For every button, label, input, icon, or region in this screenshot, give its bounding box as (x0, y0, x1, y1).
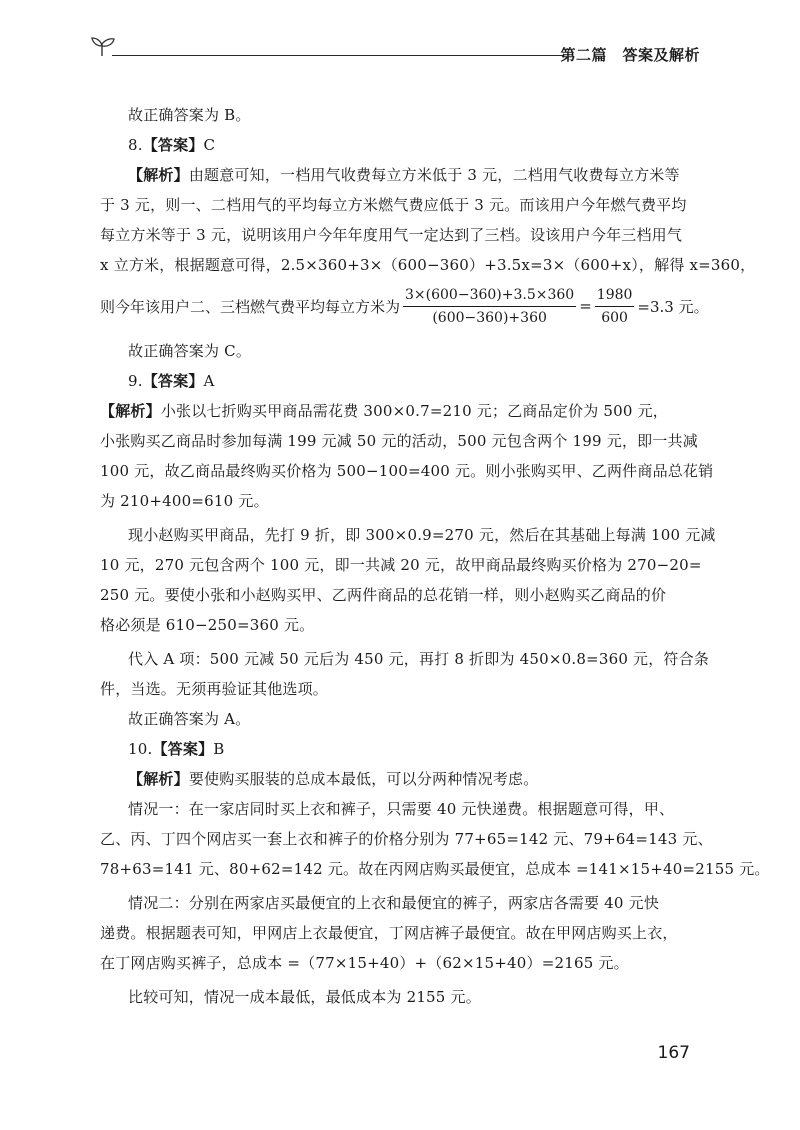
q10-case1-line-2: 乙、丙、丁四个网店买一套上衣和裤子的价格分别为 77+65=142 元、79+64=143 元、 (100, 830, 713, 848)
answer-tag: 【答案】 (142, 372, 204, 390)
q9-answer: A (203, 372, 215, 390)
q9-analysis-text: 小张以七折购买甲商品需花费 300×0.7=210 元；乙商品定价为 500 元， (160, 402, 668, 420)
q10-analysis-line (100, 764, 690, 794)
formula-prefix: 则今年该用户二、三档燃气费平均每立方米为 (100, 297, 401, 316)
q8-analysis-line-4: x 立方米，根据题意可得，2.5×360+3×（600−360）+3.5x=3×（600+x），解得 x=360， (100, 256, 756, 274)
fraction-1-denominator: (600−360)+360 (432, 309, 547, 326)
q9-answer-line (100, 366, 690, 396)
analysis-tag: 【解析】 (100, 402, 161, 420)
fraction-2-denominator: 600 (601, 309, 628, 326)
q10-answer: B (213, 740, 225, 758)
q8-analysis-line-2: 于 3 元，则一、二档用气的平均每立方米燃气费应低于 3 元。而该用户今年燃气费平均 (100, 196, 687, 214)
q8-answer-line (100, 130, 690, 160)
fraction-1 (403, 286, 576, 327)
q9-analysis-line-1 (100, 396, 690, 426)
q9-para2-line-3: 250 元。要使小张和小赵购买甲、乙两件商品的总花销一样，则小赵购买乙商品的价 (100, 586, 667, 604)
q10-number: 10. (128, 740, 153, 758)
q8-answer: C (203, 136, 216, 154)
q8-analysis-line-3: 每立方米等于 3 元，说明该用户今年年度用气一定达到了三档。设该用户今年三档用气 (100, 226, 683, 244)
q9-analysis-line-2: 小张购买乙商品时参加每满 199 元减 50 元的活动，500 元包含两个 199 元，即一共减 (100, 432, 698, 450)
q9-analysis-line-4: 为 210+400=610 元。 (100, 492, 269, 510)
q9-para3-line-1: 代入 A 项：500 元减 50 元后为 450 元，再打 8 折即为 450×0.8=360 元，符合条 (128, 650, 710, 668)
equals-sign: = (579, 297, 592, 315)
q10-case2-line-1: 情况二：分别在两家店买最便宜的上衣和最便宜的裤子，两家店各需要 40 元快 (128, 894, 660, 912)
q9-number: 9. (128, 372, 143, 390)
q9-para3-line-2: 件，当选。无须再验证其他选项。 (100, 680, 329, 698)
fraction-1-numerator: 3×(600−360)+3.5×360 (403, 286, 576, 307)
q10-case1-line-3: 78+63=141 元、80+62=142 元。故在丙网店购买最便宜，总成本 =141×15+40=2155 元。 (100, 860, 770, 878)
page-body (100, 100, 770, 1012)
page-number: 167 (657, 1043, 690, 1063)
q9-para2-line-1: 现小赵购买甲商品，先打 9 折，即 300×0.9=270 元，然后在其基础上每满 100 元减 (128, 526, 716, 544)
q8-number: 8. (128, 136, 143, 154)
q9-para2-line-4: 格必须是 610−250=360 元。 (100, 616, 315, 634)
q8-conclusion: 故正确答案为 C。 (128, 342, 252, 360)
analysis-tag: 【解析】 (128, 166, 189, 184)
q9-conclusion: 故正确答案为 A。 (128, 710, 251, 728)
q7-conclusion: 故正确答案为 B。 (128, 106, 251, 124)
q10-intro: 要使购买服装的总成本最低，可以分两种情况考虑。 (188, 770, 539, 788)
formula-suffix: =3.3 元。 (637, 297, 709, 316)
q10-case2-line-2: 递费。根据题表可知，甲网店上衣最便宜，丁网店裤子最便宜。故在甲网店购买上衣， (100, 924, 678, 942)
analysis-tag: 【解析】 (128, 770, 189, 788)
q8-formula (100, 280, 709, 332)
header-title: 第二篇 答案及解析 (560, 46, 700, 64)
q10-conclusion: 比较可知，情况一成本最低，最低成本为 2155 元。 (128, 988, 481, 1006)
q8-analysis-line-1 (100, 160, 690, 190)
header-rule (112, 55, 564, 56)
answer-tag: 【答案】 (152, 740, 214, 758)
q10-case2-line-3: 在丁网店购买裤子，总成本 =（77×15+40）+（62×15+40）=2165 元。 (100, 954, 629, 972)
fraction-2-numerator: 1980 (595, 286, 635, 307)
answer-tag: 【答案】 (142, 136, 204, 154)
q8-analysis-text: 由题意可知，一档用气收费每立方米低于 3 元，二档用气收费每立方米等 (188, 166, 680, 184)
q10-case1-line-1: 情况一：在一家店同时买上衣和裤子，只需要 40 元快递费。根据题意可得，甲、 (128, 800, 675, 818)
q9-analysis-line-3: 100 元，故乙商品最终购买价格为 500−100=400 元。则小张购买甲、乙两件商品总花销 (100, 462, 714, 480)
q10-answer-line (100, 734, 690, 764)
q9-para2-line-2: 10 元，270 元包含两个 100 元，即一共减 20 元，故甲商品最终购买价格为 270−20= (100, 556, 702, 574)
page-header (90, 34, 700, 70)
fraction-2 (595, 286, 635, 327)
